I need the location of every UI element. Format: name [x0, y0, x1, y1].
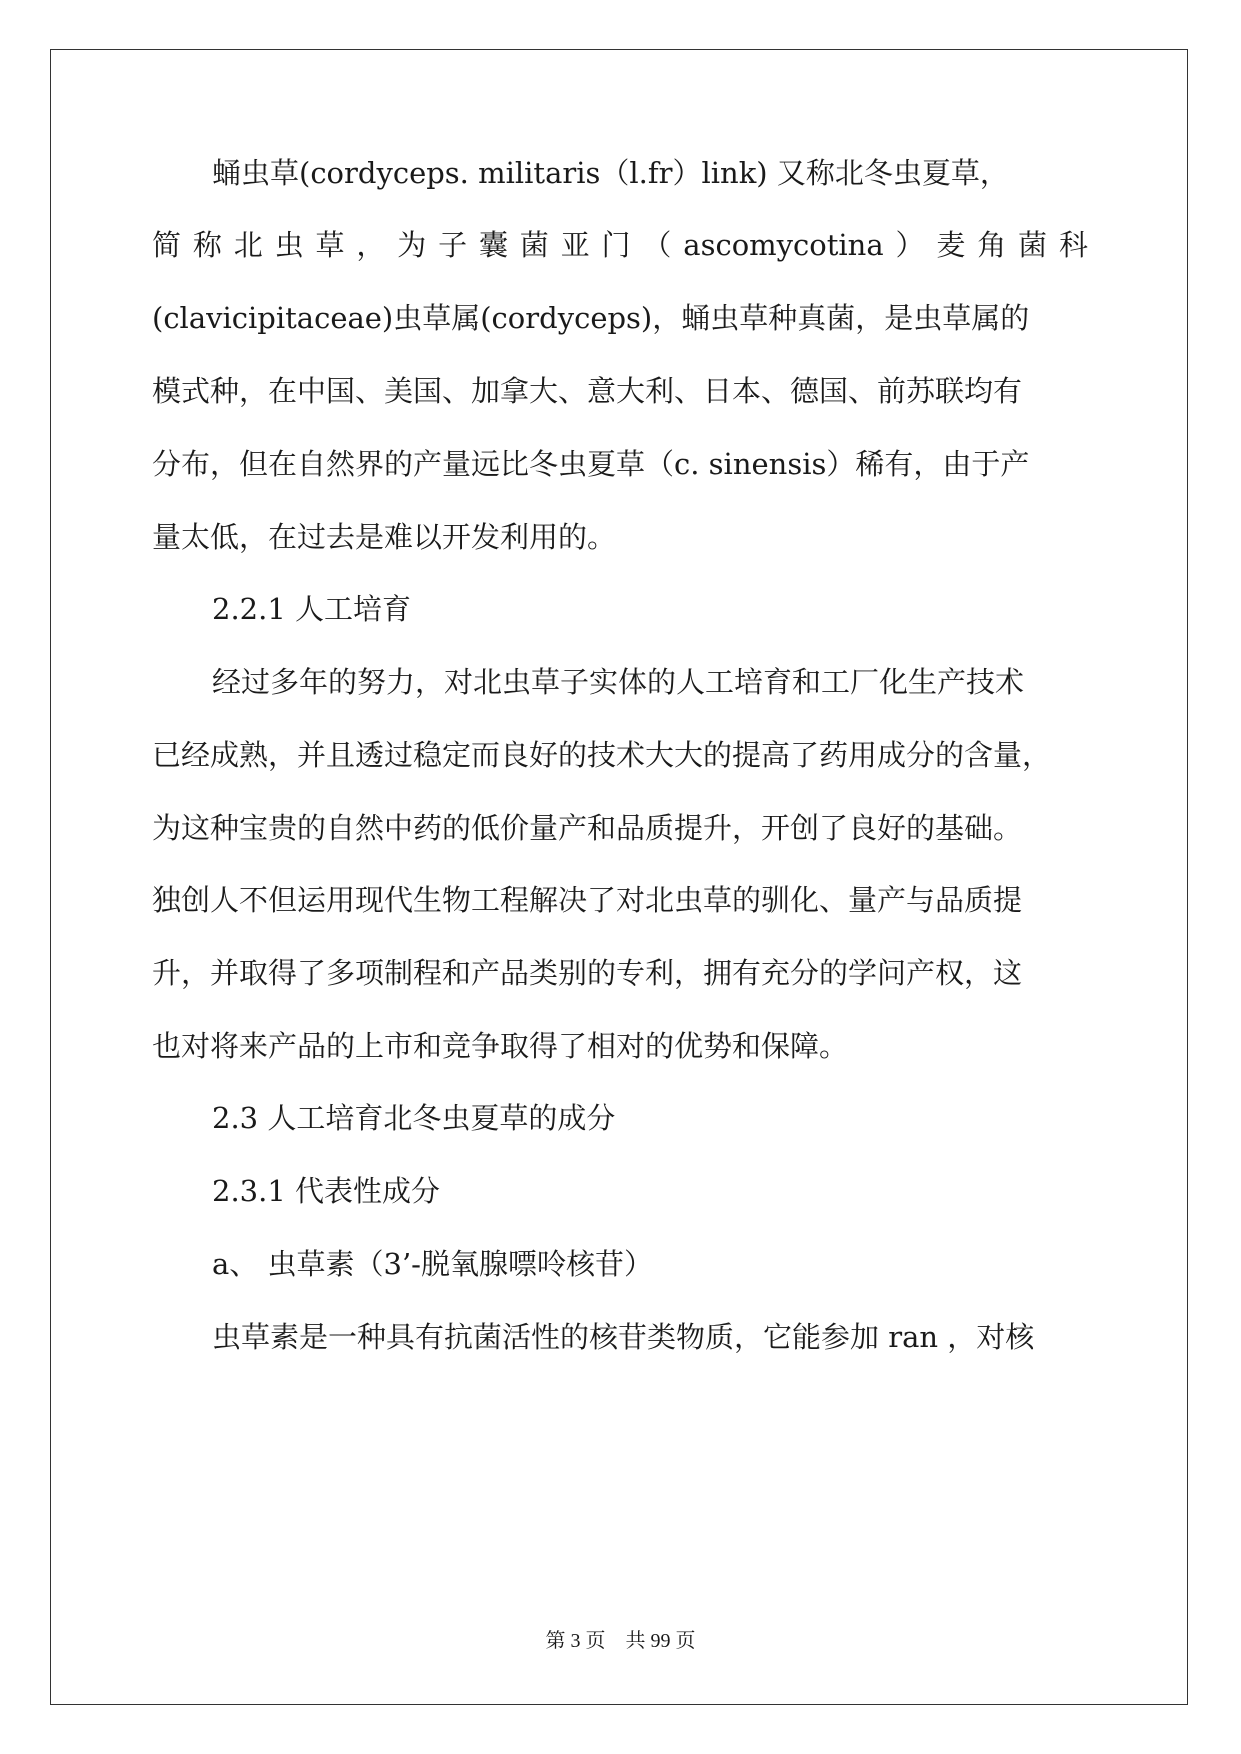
paragraph-line: 模式种，在中国、美国、加拿大、意大利、日本、德国、前苏联均有 — [152, 374, 1023, 408]
paragraph-line: 升，并取得了多项制程和产品类别的专利，拥有充分的学问产权，这 — [152, 956, 1023, 990]
paragraph-line: 独创人不但运用现代生物工程解决了对北虫草的驯化、量产与品质提 — [152, 883, 1023, 917]
paragraph-line: 虫草素是一种具有抗菌活性的核苷类物质，它能参加 ran ，对核 — [212, 1320, 1035, 1354]
paragraph-line: 为这种宝贵的自然中药的低价量产和品质提升，开创了良好的基础。 — [152, 811, 1023, 845]
paragraph-line: 简称北虫草，为子囊菌亚门（ascomycotina）麦角菌科 — [152, 228, 1088, 262]
section-heading: 2.2.1 人工培育 — [212, 592, 412, 626]
paragraph-line: 经过多年的努力，对北虫草子实体的人工培育和工厂化生产技术 — [212, 665, 1025, 699]
paragraph-line: 也对将来产品的上市和竞争取得了相对的优势和保障。 — [152, 1029, 849, 1063]
section-heading: 2.3 人工培育北冬虫夏草的成分 — [212, 1101, 616, 1135]
paragraph-line: 分布，但在自然界的产量远比冬虫夏草（c. sinensis）稀有，由于产 — [152, 447, 1030, 481]
section-heading: 2.3.1 代表性成分 — [212, 1174, 441, 1208]
paragraph-line: (clavicipitaceae)虫草属(cordyceps)，蛹虫草种真菌，是虫草属的 — [152, 301, 1030, 335]
paragraph-line: 量太低，在过去是难以开发利用的。 — [152, 520, 617, 554]
paragraph-line: 蛹虫草(cordyceps. militaris（l.fr）link) 又称北冬虫夏草， — [212, 156, 1009, 190]
paragraph-line: 已经成熟，并且透过稳定而良好的技术大大的提高了药用成分的含量， — [152, 738, 1052, 772]
page-number-footer: 第 3 页 共 99 页 — [545, 1630, 696, 1652]
list-item-heading: a、 虫草素（3’-脱氧腺嘌呤核苷） — [212, 1247, 653, 1281]
